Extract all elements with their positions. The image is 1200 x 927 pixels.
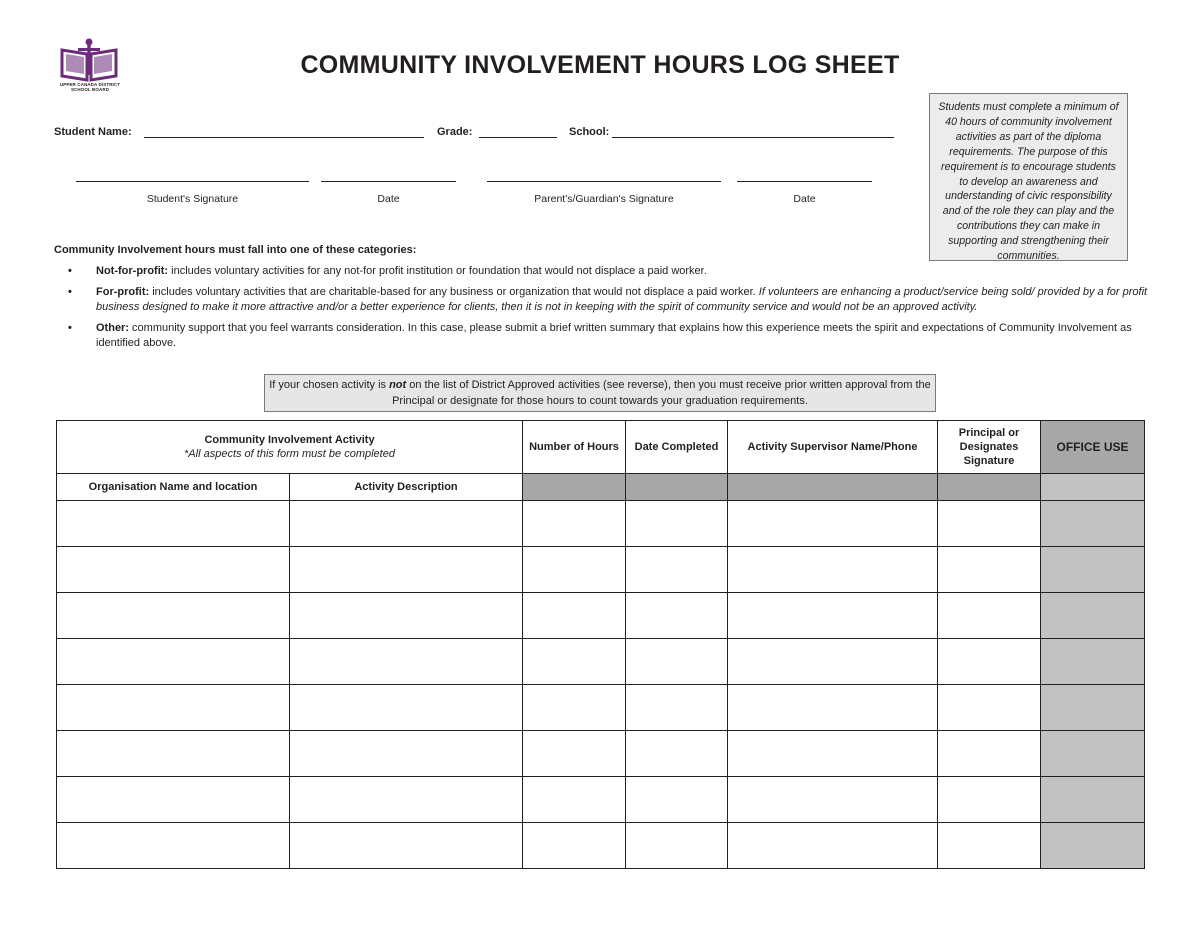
student-date-field[interactable] — [321, 181, 456, 182]
requirement-info-box: Students must complete a minimum of 40 hours of community involvement activities as part of the diploma requirements. The purpose of this requirement is to encourage students to develop an awareness and understanding of civic responsibility and of the role they can play and the contributions they can make in supporting and strengthening their communities. — [929, 93, 1128, 261]
category-note: If volunteers are enhancing a product/service being sold/ provided by a for profit business designed to make it more attractive and/or a better experience for clients, then it is not in keeping with the spirit of community service and would not be an approved activity. — [96, 285, 1148, 313]
description-cell[interactable] — [290, 501, 523, 547]
student-name-field[interactable] — [144, 137, 424, 138]
office-cell — [1041, 731, 1145, 777]
school-field[interactable] — [612, 137, 894, 138]
office-cell — [1041, 547, 1145, 593]
principal-signature-header: Principal or Designates Signature — [938, 421, 1041, 474]
date-cell[interactable] — [626, 547, 728, 593]
list-item — [68, 321, 1148, 352]
categories-list — [68, 264, 1148, 357]
table-row — [57, 777, 1145, 823]
organisation-header: Organisation Name and location — [57, 474, 290, 501]
student-signature-field[interactable] — [76, 181, 309, 182]
organisation-cell[interactable] — [57, 593, 290, 639]
student-signature-label: Student's Signature — [146, 193, 239, 205]
hours-header: Number of Hours — [523, 421, 626, 474]
office-cell — [1041, 501, 1145, 547]
organisation-cell[interactable] — [57, 823, 290, 869]
hours-cell[interactable] — [523, 823, 626, 869]
list-item — [68, 285, 1148, 316]
category-term: Other: — [96, 321, 129, 334]
supervisor-cell[interactable] — [728, 501, 938, 547]
organisation-cell[interactable] — [57, 731, 290, 777]
grade-label: Grade: — [437, 126, 473, 138]
office-cell — [1041, 685, 1145, 731]
principal-cell[interactable] — [938, 547, 1041, 593]
activity-header-note: *All aspects of this form must be completed — [184, 448, 395, 460]
notice-emphasis: not — [389, 379, 407, 391]
parent-date-label: Date — [793, 193, 816, 205]
supervisor-cell[interactable] — [728, 639, 938, 685]
shaded-cell — [626, 474, 728, 501]
office-cell — [1041, 639, 1145, 685]
parent-signature-field[interactable] — [487, 181, 721, 182]
date-cell[interactable] — [626, 593, 728, 639]
organisation-cell[interactable] — [57, 777, 290, 823]
table-row — [57, 731, 1145, 777]
table-row — [57, 639, 1145, 685]
description-cell[interactable] — [290, 731, 523, 777]
principal-cell[interactable] — [938, 685, 1041, 731]
principal-cell[interactable] — [938, 777, 1041, 823]
category-text: includes voluntary activities for any not-for profit institution or foundation that would not displace a paid worker. — [168, 265, 707, 277]
hours-cell[interactable] — [523, 547, 626, 593]
school-label: School: — [569, 126, 610, 138]
logo-text: UPPER CANADA DISTRICT SCHOOL BOARD — [59, 82, 121, 92]
hours-cell[interactable] — [523, 685, 626, 731]
bullet: • — [68, 265, 72, 277]
category-text: community support that you feel warrants consideration. In this case, please submit a brief written summary that explains how this experience meets the spirit and expectations of Community Involvement as identified above. — [96, 321, 1132, 349]
supervisor-cell[interactable] — [728, 731, 938, 777]
table-row — [57, 547, 1145, 593]
description-cell[interactable] — [290, 593, 523, 639]
parent-signature-label: Parent's/Guardian's Signature — [534, 193, 674, 205]
date-cell[interactable] — [626, 685, 728, 731]
notice-text-after: on the list of District Approved activities (see reverse), then you must receive prior written approval from the Principal or designate for those hours to count towards your graduation requirements. — [392, 379, 931, 407]
office-cell — [1041, 777, 1145, 823]
description-cell[interactable] — [290, 685, 523, 731]
description-cell[interactable] — [290, 547, 523, 593]
approval-notice — [264, 374, 936, 412]
supervisor-header: Activity Supervisor Name/Phone — [728, 421, 938, 474]
page-title: COMMUNITY INVOLVEMENT HOURS LOG SHEET — [300, 51, 900, 79]
table-row — [57, 593, 1145, 639]
principal-cell[interactable] — [938, 593, 1041, 639]
office-cell — [1041, 823, 1145, 869]
hours-cell[interactable] — [523, 593, 626, 639]
supervisor-cell[interactable] — [728, 547, 938, 593]
bullet: • — [68, 285, 72, 298]
supervisor-cell[interactable] — [728, 777, 938, 823]
principal-cell[interactable] — [938, 501, 1041, 547]
student-name-label: Student Name: — [54, 126, 132, 138]
principal-cell[interactable] — [938, 731, 1041, 777]
parent-date-field[interactable] — [737, 181, 872, 182]
date-cell[interactable] — [626, 777, 728, 823]
hours-cell[interactable] — [523, 731, 626, 777]
date-cell[interactable] — [626, 501, 728, 547]
date-cell[interactable] — [626, 639, 728, 685]
shaded-cell — [938, 474, 1041, 501]
principal-cell[interactable] — [938, 823, 1041, 869]
description-cell[interactable] — [290, 823, 523, 869]
principal-cell[interactable] — [938, 639, 1041, 685]
log-table — [56, 420, 1145, 869]
activity-header — [57, 421, 523, 474]
grade-field[interactable] — [479, 137, 557, 138]
category-term: Not-for-profit: — [96, 265, 169, 277]
description-cell[interactable] — [290, 639, 523, 685]
hours-cell[interactable] — [523, 777, 626, 823]
table-row — [57, 685, 1145, 731]
notice-text-before: If your chosen activity is — [269, 379, 390, 391]
description-cell[interactable] — [290, 777, 523, 823]
shaded-cell — [728, 474, 938, 501]
shaded-cell — [1041, 474, 1145, 501]
supervisor-cell[interactable] — [728, 593, 938, 639]
table-row — [57, 823, 1145, 869]
bullet: • — [68, 321, 72, 334]
date-completed-header: Date Completed — [626, 421, 728, 474]
hours-cell[interactable] — [523, 639, 626, 685]
organisation-cell[interactable] — [57, 639, 290, 685]
activity-header-title: Community Involvement Activity — [204, 434, 375, 446]
description-header: Activity Description — [290, 474, 523, 501]
date-cell[interactable] — [626, 731, 728, 777]
category-text: includes voluntary activities that are charitable-based for any business or organization that would not displace a paid worker. — [149, 285, 759, 298]
date-cell[interactable] — [626, 823, 728, 869]
organisation-cell[interactable] — [57, 501, 290, 547]
student-date-label: Date — [377, 193, 400, 205]
hours-cell[interactable] — [523, 501, 626, 547]
table-row — [57, 501, 1145, 547]
category-term: For-profit: — [96, 285, 150, 298]
list-item — [68, 264, 1148, 280]
supervisor-cell[interactable] — [728, 823, 938, 869]
office-cell — [1041, 593, 1145, 639]
categories-heading: Community Involvement hours must fall into one of these categories: — [54, 244, 417, 256]
shaded-cell — [523, 474, 626, 501]
organisation-cell[interactable] — [57, 547, 290, 593]
supervisor-cell[interactable] — [728, 685, 938, 731]
organisation-cell[interactable] — [57, 685, 290, 731]
office-use-header: OFFICE USE — [1041, 421, 1145, 474]
